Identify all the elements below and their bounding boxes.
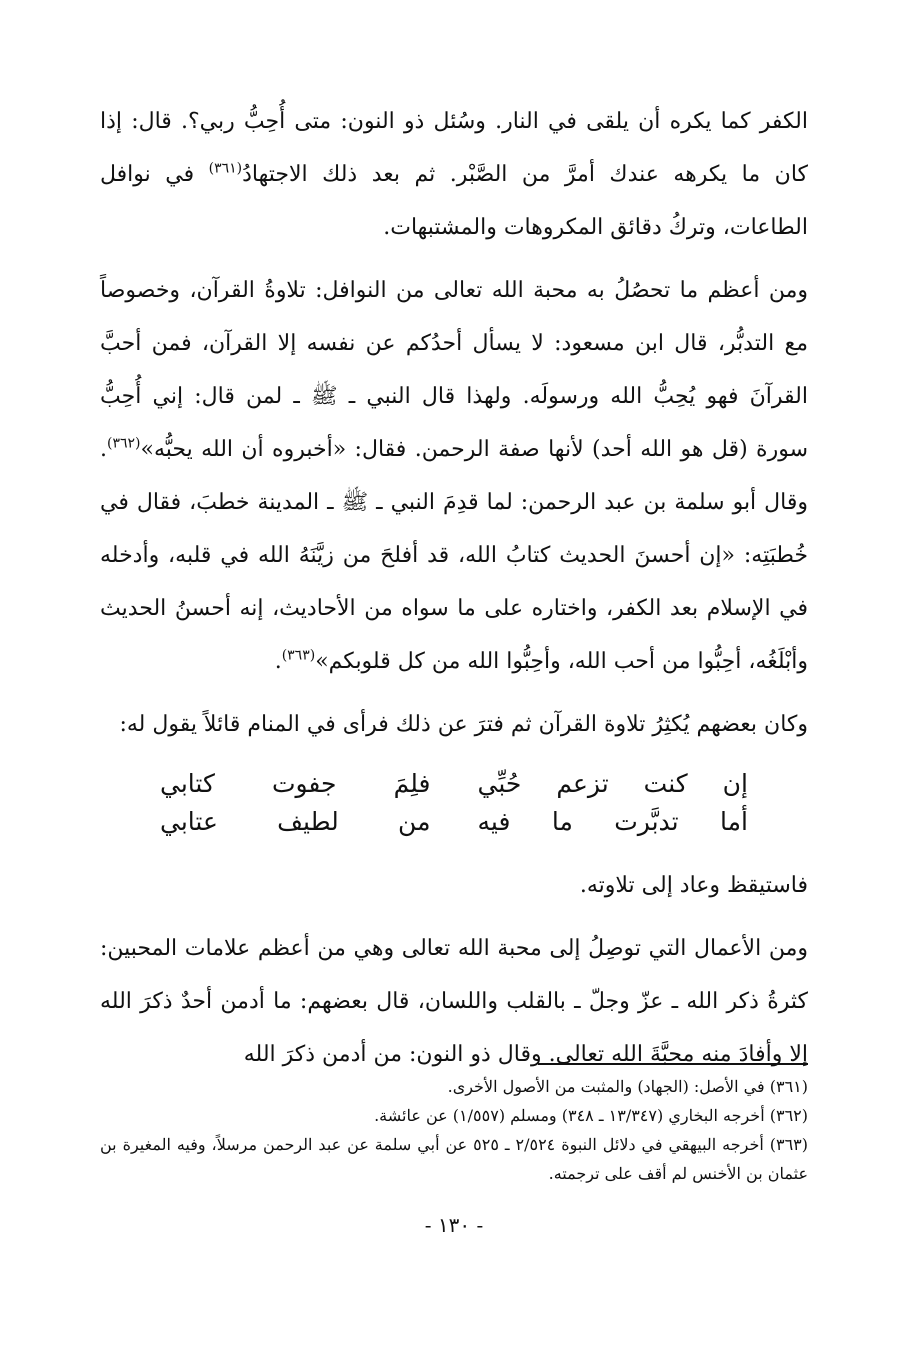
footnote-reference[interactable]: (٣٦٣) (281, 647, 316, 664)
paragraph-text: . وقال أبو سلمة بن عبد الرحمن: لما قدِمَ النبي ـ ﷺ ـ المدينة خطبَ، فقال في خُطبَتِه: «إن أحسنَ الحديث كتابُ الله، قد أفلحَ من زيَّنَهُ الله في قلبه، وأدخله في الإسلام بعد الكفر، واختاره على ما سواه من الأحاديث، إنه أحسنُ الحديث وأبْلَغُه، أحِبُّوا من أحب الله، وأحِبُّوا الله من كل قلوبكم» (100, 437, 808, 674)
paragraph (100, 264, 808, 688)
paragraph-text: الكفر كما يكره أن يلقى في النار. وسُئل ذو النون: متى أُحِبُّ ربي؟. قال: إذا كان ما يكرهه عندك أمرَّ من الصَّبْر. ثم بعد ذلك الاجتهادُ (100, 109, 808, 187)
poem-verse (160, 765, 748, 803)
paragraph (100, 922, 808, 1081)
footnote: (٣٦١) في الأصل: (الجهاد) والمثبت من الأصول الأخرى. (447, 1077, 808, 1096)
footnotes (100, 1072, 808, 1188)
paragraph-text: في نوافل الطاعات، وتركُ دقائق المكروهات والمشتبهات. (100, 162, 808, 240)
paragraph-text: فاستيقظ وعاد إلى تلاوته. (579, 873, 808, 898)
verse-first-hemistich: أما تدبَّرت ما فيه (477, 807, 748, 836)
paragraph-text: ومن الأعمال التي توصِلُ إلى محبة الله تعالى وهي من أعظم علامات المحبين: كثرةُ ذكر الله ـ عزّ وجلّ ـ بالقلب واللسان، قال بعضهم: ما أدمن أحدٌ ذكرَ الله إلا وأفادَ منه محبَّةَ الله تعالى. وقال ذو النون: من أدمن ذكرَ الله (100, 936, 808, 1067)
paragraph (100, 859, 808, 912)
verse-first-hemistich: إن كنت تزعم حُبِّي (477, 769, 748, 798)
poem (100, 765, 808, 841)
paragraph-text: . (274, 649, 282, 674)
main-text (100, 95, 808, 1091)
footnote-reference[interactable]: (٣٦٢) (107, 435, 141, 452)
poem-verse (160, 803, 748, 841)
paragraph (100, 95, 808, 254)
footnote: (٣٦٣) أخرجه البيهقي في دلائل النبوة ٢/٥٢٤ ـ ٥٢٥ عن أبي سلمة عن عبد الرحمن مرسلاً، وفيه المغيرة بن عثمان بن الأخنس لم أقف على ترجمته. (100, 1135, 809, 1183)
verse-second-hemistich: فلِمَ جفوت كتابي (160, 769, 431, 798)
paragraph (100, 698, 808, 751)
paragraph-text: ومن أعظم ما تحصُلُ به محبة الله تعالى من النوافل: تلاوةُ القرآن، وخصوصاً مع التدبُّر، قال ابن مسعود: لا يسأل أحدُكم عن نفسه إلا القرآن، فمن أحبَّ القرآنَ فهو يُحِبُّ الله ورسولَه. ولهذا قال النبي ـ ﷺ ـ لمن قال: إني أُحِبُّ سورة (قل هو الله أحد) لأنها صفة الرحمن. فقال: «أخبروه أن الله يحبُّه» (100, 278, 808, 462)
page-number: - ١٣٠ - (424, 1213, 484, 1237)
footnote-separator (538, 1063, 808, 1065)
paragraph-text: وكان بعضهم يُكثِرُ تلاوة القرآن ثم فترَ عن ذلك فرأى في المنام قائلاً يقول له: (119, 712, 808, 737)
footnote-reference[interactable]: (٣٦١) (208, 160, 243, 177)
footnote: (٣٦٢) أخرجه البخاري (١٣/٣٤٧ ـ ٣٤٨) ومسلم (١/٥٥٧) عن عائشة. (374, 1106, 808, 1125)
verse-second-hemistich: من لطيف عتابي (160, 807, 431, 836)
